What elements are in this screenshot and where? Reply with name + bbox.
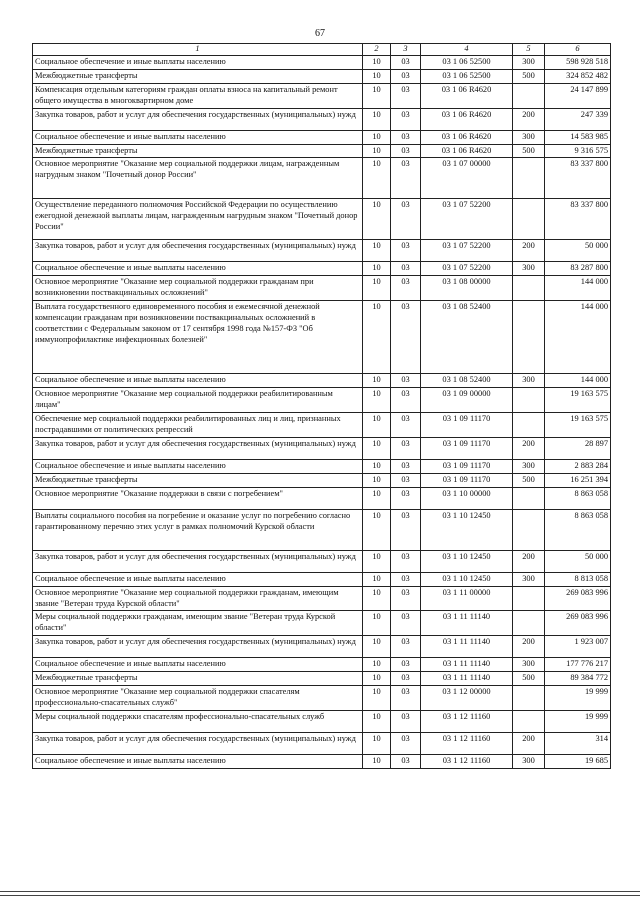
cell-section: 10 [363, 437, 391, 459]
cell-name: Межбюджетные трансферты [33, 473, 363, 487]
cell-section: 10 [363, 262, 391, 276]
cell-subsection: 03 [391, 83, 421, 108]
cell-amount: 19 999 [545, 686, 611, 711]
cell-target-article: 03 1 06 52500 [421, 69, 513, 83]
cell-target-article: 03 1 10 12450 [421, 509, 513, 550]
budget-table [32, 43, 611, 769]
cell-name: Закупка товаров, работ и услуг для обеспечения государственных (муниципальных) нужд [33, 636, 363, 658]
page-number: 67 [315, 28, 325, 39]
cell-amount: 144 000 [545, 276, 611, 301]
cell-subsection: 03 [391, 459, 421, 473]
column-header: 5 [513, 44, 545, 56]
cell-name: Закупка товаров, работ и услуг для обеспечения государственных (муниципальных) нужд [33, 240, 363, 262]
cell-name: Социальное обеспечение и иные выплаты населению [33, 262, 363, 276]
cell-amount: 83 337 800 [545, 158, 611, 199]
cell-section: 10 [363, 572, 391, 586]
cell-amount: 598 928 518 [545, 55, 611, 69]
cell-target-article: 03 1 09 00000 [421, 388, 513, 413]
cell-expense-type [513, 199, 545, 240]
table-header-row [33, 44, 611, 56]
cell-expense-type: 200 [513, 550, 545, 572]
table-row [33, 130, 611, 144]
cell-subsection: 03 [391, 572, 421, 586]
cell-subsection: 03 [391, 130, 421, 144]
cell-name: Основное мероприятие "Оказание мер социальной поддержки гражданам, имеющим звание "Ветеран труда Курской области" [33, 586, 363, 611]
cell-name: Межбюджетные трансферты [33, 69, 363, 83]
table-row [33, 658, 611, 672]
cell-section: 10 [363, 130, 391, 144]
cell-name: Социальное обеспечение и иные выплаты населению [33, 658, 363, 672]
cell-section: 10 [363, 636, 391, 658]
cell-amount: 50 000 [545, 240, 611, 262]
cell-section: 10 [363, 754, 391, 768]
column-header: 2 [363, 44, 391, 56]
cell-expense-type [513, 487, 545, 509]
cell-target-article: 03 1 08 52400 [421, 301, 513, 374]
cell-subsection: 03 [391, 276, 421, 301]
cell-expense-type [513, 276, 545, 301]
cell-section: 10 [363, 487, 391, 509]
cell-subsection: 03 [391, 262, 421, 276]
table-row [33, 572, 611, 586]
cell-target-article: 03 1 07 00000 [421, 158, 513, 199]
cell-amount: 83 337 800 [545, 199, 611, 240]
cell-expense-type: 300 [513, 374, 545, 388]
cell-section: 10 [363, 550, 391, 572]
cell-amount: 8 863 058 [545, 487, 611, 509]
cell-target-article: 03 1 11 11140 [421, 636, 513, 658]
cell-section: 10 [363, 611, 391, 636]
table-row [33, 586, 611, 611]
cell-section: 10 [363, 509, 391, 550]
cell-target-article: 03 1 06 R4620 [421, 83, 513, 108]
cell-amount: 16 251 394 [545, 473, 611, 487]
cell-amount: 8 863 058 [545, 509, 611, 550]
cell-section: 10 [363, 301, 391, 374]
table-row [33, 199, 611, 240]
cell-section: 10 [363, 710, 391, 732]
cell-name: Закупка товаров, работ и услуг для обеспечения государственных (муниципальных) нужд [33, 550, 363, 572]
cell-section: 10 [363, 686, 391, 711]
cell-amount: 28 897 [545, 437, 611, 459]
cell-section: 10 [363, 412, 391, 437]
cell-target-article: 03 1 06 52500 [421, 55, 513, 69]
cell-expense-type [513, 301, 545, 374]
cell-amount: 144 000 [545, 374, 611, 388]
cell-name: Основное мероприятие "Оказание мер социальной поддержки лицам, награжденным нагрудным знаком "Почетный донор России" [33, 158, 363, 199]
cell-amount: 177 776 217 [545, 658, 611, 672]
cell-amount: 9 316 575 [545, 144, 611, 158]
table-row [33, 509, 611, 550]
column-header: 6 [545, 44, 611, 56]
cell-subsection: 03 [391, 732, 421, 754]
cell-subsection: 03 [391, 473, 421, 487]
table-row [33, 437, 611, 459]
cell-section: 10 [363, 276, 391, 301]
cell-section: 10 [363, 374, 391, 388]
cell-subsection: 03 [391, 437, 421, 459]
cell-subsection: 03 [391, 240, 421, 262]
cell-section: 10 [363, 158, 391, 199]
cell-target-article: 03 1 06 R4620 [421, 108, 513, 130]
table-row [33, 388, 611, 413]
cell-section: 10 [363, 459, 391, 473]
table-row [33, 636, 611, 658]
cell-target-article: 03 1 06 R4620 [421, 130, 513, 144]
cell-target-article: 03 1 11 11140 [421, 658, 513, 672]
cell-target-article: 03 1 09 11170 [421, 459, 513, 473]
cell-name: Закупка товаров, работ и услуг для обеспечения государственных (муниципальных) нужд [33, 732, 363, 754]
cell-name: Межбюджетные трансферты [33, 672, 363, 686]
cell-section: 10 [363, 83, 391, 108]
cell-amount: 314 [545, 732, 611, 754]
cell-amount: 8 813 058 [545, 572, 611, 586]
cell-subsection: 03 [391, 55, 421, 69]
cell-expense-type: 300 [513, 459, 545, 473]
cell-subsection: 03 [391, 374, 421, 388]
table-row [33, 710, 611, 732]
cell-expense-type [513, 710, 545, 732]
table-row [33, 611, 611, 636]
table-row [33, 473, 611, 487]
cell-name: Основное мероприятие "Оказание мер социальной поддержки спасателям профессионально-спасательных служб" [33, 686, 363, 711]
cell-name: Осуществление переданного полномочия Российской Федерации по осуществлению ежегодной денежной выплаты лицам, награжденным нагрудным знаком "Почетный донор России" [33, 199, 363, 240]
cell-subsection: 03 [391, 636, 421, 658]
table-row [33, 240, 611, 262]
cell-subsection: 03 [391, 672, 421, 686]
table-row [33, 144, 611, 158]
cell-name: Выплаты социального пособия на погребение и оказание услуг по погребению согласно гарантированному перечню этих услуг в рамках полномочий Курской области [33, 509, 363, 550]
cell-section: 10 [363, 732, 391, 754]
cell-subsection: 03 [391, 108, 421, 130]
cell-expense-type: 300 [513, 262, 545, 276]
cell-section: 10 [363, 69, 391, 83]
column-header: 3 [391, 44, 421, 56]
table-row [33, 686, 611, 711]
cell-subsection: 03 [391, 69, 421, 83]
table-row [33, 69, 611, 83]
cell-expense-type [513, 83, 545, 108]
table-row [33, 754, 611, 768]
cell-expense-type: 500 [513, 473, 545, 487]
table-row [33, 301, 611, 374]
cell-expense-type: 300 [513, 55, 545, 69]
cell-expense-type: 200 [513, 732, 545, 754]
table-row [33, 276, 611, 301]
cell-target-article: 03 1 09 11170 [421, 437, 513, 459]
cell-amount: 269 083 996 [545, 586, 611, 611]
cell-amount: 2 883 284 [545, 459, 611, 473]
cell-subsection: 03 [391, 586, 421, 611]
cell-name: Социальное обеспечение и иные выплаты населению [33, 55, 363, 69]
cell-section: 10 [363, 240, 391, 262]
cell-amount: 24 147 899 [545, 83, 611, 108]
cell-name: Меры социальной поддержки гражданам, имеющим звание "Ветеран труда Курской области" [33, 611, 363, 636]
cell-expense-type: 300 [513, 658, 545, 672]
cell-expense-type [513, 388, 545, 413]
cell-expense-type [513, 686, 545, 711]
cell-subsection: 03 [391, 754, 421, 768]
cell-target-article: 03 1 12 11160 [421, 754, 513, 768]
cell-name: Социальное обеспечение и иные выплаты населению [33, 572, 363, 586]
cell-subsection: 03 [391, 611, 421, 636]
cell-amount: 1 923 007 [545, 636, 611, 658]
cell-target-article: 03 1 08 52400 [421, 374, 513, 388]
cell-expense-type: 500 [513, 69, 545, 83]
cell-expense-type: 500 [513, 144, 545, 158]
table-row [33, 158, 611, 199]
cell-amount: 19 685 [545, 754, 611, 768]
cell-target-article: 03 1 09 11170 [421, 473, 513, 487]
cell-section: 10 [363, 55, 391, 69]
cell-amount: 19 163 575 [545, 412, 611, 437]
cell-target-article: 03 1 11 11140 [421, 611, 513, 636]
cell-name: Меры социальной поддержки спасателям профессионально-спасательных служб [33, 710, 363, 732]
cell-amount: 144 000 [545, 301, 611, 374]
cell-target-article: 03 1 09 11170 [421, 412, 513, 437]
cell-target-article: 03 1 07 52200 [421, 262, 513, 276]
cell-target-article: 03 1 10 12450 [421, 550, 513, 572]
table-row [33, 108, 611, 130]
cell-target-article: 03 1 06 R4620 [421, 144, 513, 158]
cell-subsection: 03 [391, 487, 421, 509]
cell-name: Социальное обеспечение и иные выплаты населению [33, 374, 363, 388]
cell-amount: 50 000 [545, 550, 611, 572]
cell-name: Закупка товаров, работ и услуг для обеспечения государственных (муниципальных) нужд [33, 437, 363, 459]
cell-subsection: 03 [391, 509, 421, 550]
cell-target-article: 03 1 12 00000 [421, 686, 513, 711]
cell-name: Основное мероприятие "Оказание поддержки в связи с погребением" [33, 487, 363, 509]
cell-section: 10 [363, 672, 391, 686]
cell-subsection: 03 [391, 686, 421, 711]
cell-expense-type: 200 [513, 437, 545, 459]
cell-target-article: 03 1 07 52200 [421, 199, 513, 240]
table-row [33, 732, 611, 754]
table-row [33, 262, 611, 276]
cell-name: Основное мероприятие "Оказание мер социальной поддержки реабилитированным лицам" [33, 388, 363, 413]
cell-section: 10 [363, 388, 391, 413]
cell-subsection: 03 [391, 388, 421, 413]
cell-name: Основное мероприятие "Оказание мер социальной поддержки гражданам при возникновении поствакцинальных осложнений" [33, 276, 363, 301]
table-row [33, 672, 611, 686]
cell-target-article: 03 1 12 11160 [421, 710, 513, 732]
cell-name: Обеспечение мер социальной поддержки реабилитированных лиц и лиц, признанных пострадавшими от политических репрессий [33, 412, 363, 437]
table-row [33, 83, 611, 108]
cell-section: 10 [363, 586, 391, 611]
cell-subsection: 03 [391, 301, 421, 374]
cell-amount: 247 339 [545, 108, 611, 130]
cell-target-article: 03 1 07 52200 [421, 240, 513, 262]
cell-name: Социальное обеспечение и иные выплаты населению [33, 130, 363, 144]
cell-expense-type: 200 [513, 108, 545, 130]
cell-target-article: 03 1 10 12450 [421, 572, 513, 586]
table-row [33, 374, 611, 388]
cell-section: 10 [363, 144, 391, 158]
cell-expense-type: 500 [513, 672, 545, 686]
cell-expense-type [513, 509, 545, 550]
cell-expense-type [513, 412, 545, 437]
cell-name: Социальное обеспечение и иные выплаты населению [33, 754, 363, 768]
cell-expense-type: 300 [513, 130, 545, 144]
cell-subsection: 03 [391, 550, 421, 572]
cell-expense-type: 300 [513, 754, 545, 768]
cell-section: 10 [363, 473, 391, 487]
cell-amount: 269 083 996 [545, 611, 611, 636]
cell-amount: 89 384 772 [545, 672, 611, 686]
column-header: 1 [33, 44, 363, 56]
cell-expense-type [513, 158, 545, 199]
cell-amount: 19 163 575 [545, 388, 611, 413]
cell-subsection: 03 [391, 199, 421, 240]
table-row [33, 550, 611, 572]
cell-target-article: 03 1 11 00000 [421, 586, 513, 611]
cell-subsection: 03 [391, 144, 421, 158]
table-row [33, 487, 611, 509]
table-row [33, 412, 611, 437]
cell-target-article: 03 1 08 00000 [421, 276, 513, 301]
cell-subsection: 03 [391, 158, 421, 199]
bottom-rule [0, 891, 640, 892]
cell-name: Закупка товаров, работ и услуг для обеспечения государственных (муниципальных) нужд [33, 108, 363, 130]
table-row [33, 459, 611, 473]
cell-section: 10 [363, 199, 391, 240]
cell-name: Межбюджетные трансферты [33, 144, 363, 158]
cell-expense-type: 300 [513, 572, 545, 586]
cell-subsection: 03 [391, 412, 421, 437]
cell-name: Выплата государственного единовременного пособия и ежемесячной денежной компенсации гражданам при возникновении поствакцинальных осложнений в соответствии с Федеральным законом от 17 сентября 1998 года №157-ФЗ "Об иммунопрофилактике инфекционных болезней" [33, 301, 363, 374]
cell-amount: 19 999 [545, 710, 611, 732]
cell-amount: 14 583 985 [545, 130, 611, 144]
bottom-rule [0, 895, 640, 896]
cell-name: Компенсация отдельным категориям граждан оплаты взноса на капитальный ремонт общего имущества в многоквартирном доме [33, 83, 363, 108]
cell-expense-type [513, 611, 545, 636]
cell-name: Социальное обеспечение и иные выплаты населению [33, 459, 363, 473]
cell-target-article: 03 1 10 00000 [421, 487, 513, 509]
cell-amount: 83 287 800 [545, 262, 611, 276]
cell-section: 10 [363, 658, 391, 672]
cell-expense-type: 200 [513, 636, 545, 658]
cell-subsection: 03 [391, 658, 421, 672]
table-row [33, 55, 611, 69]
cell-target-article: 03 1 12 11160 [421, 732, 513, 754]
column-header: 4 [421, 44, 513, 56]
cell-expense-type [513, 586, 545, 611]
cell-amount: 324 852 482 [545, 69, 611, 83]
cell-target-article: 03 1 11 11140 [421, 672, 513, 686]
cell-expense-type: 200 [513, 240, 545, 262]
cell-subsection: 03 [391, 710, 421, 732]
cell-section: 10 [363, 108, 391, 130]
